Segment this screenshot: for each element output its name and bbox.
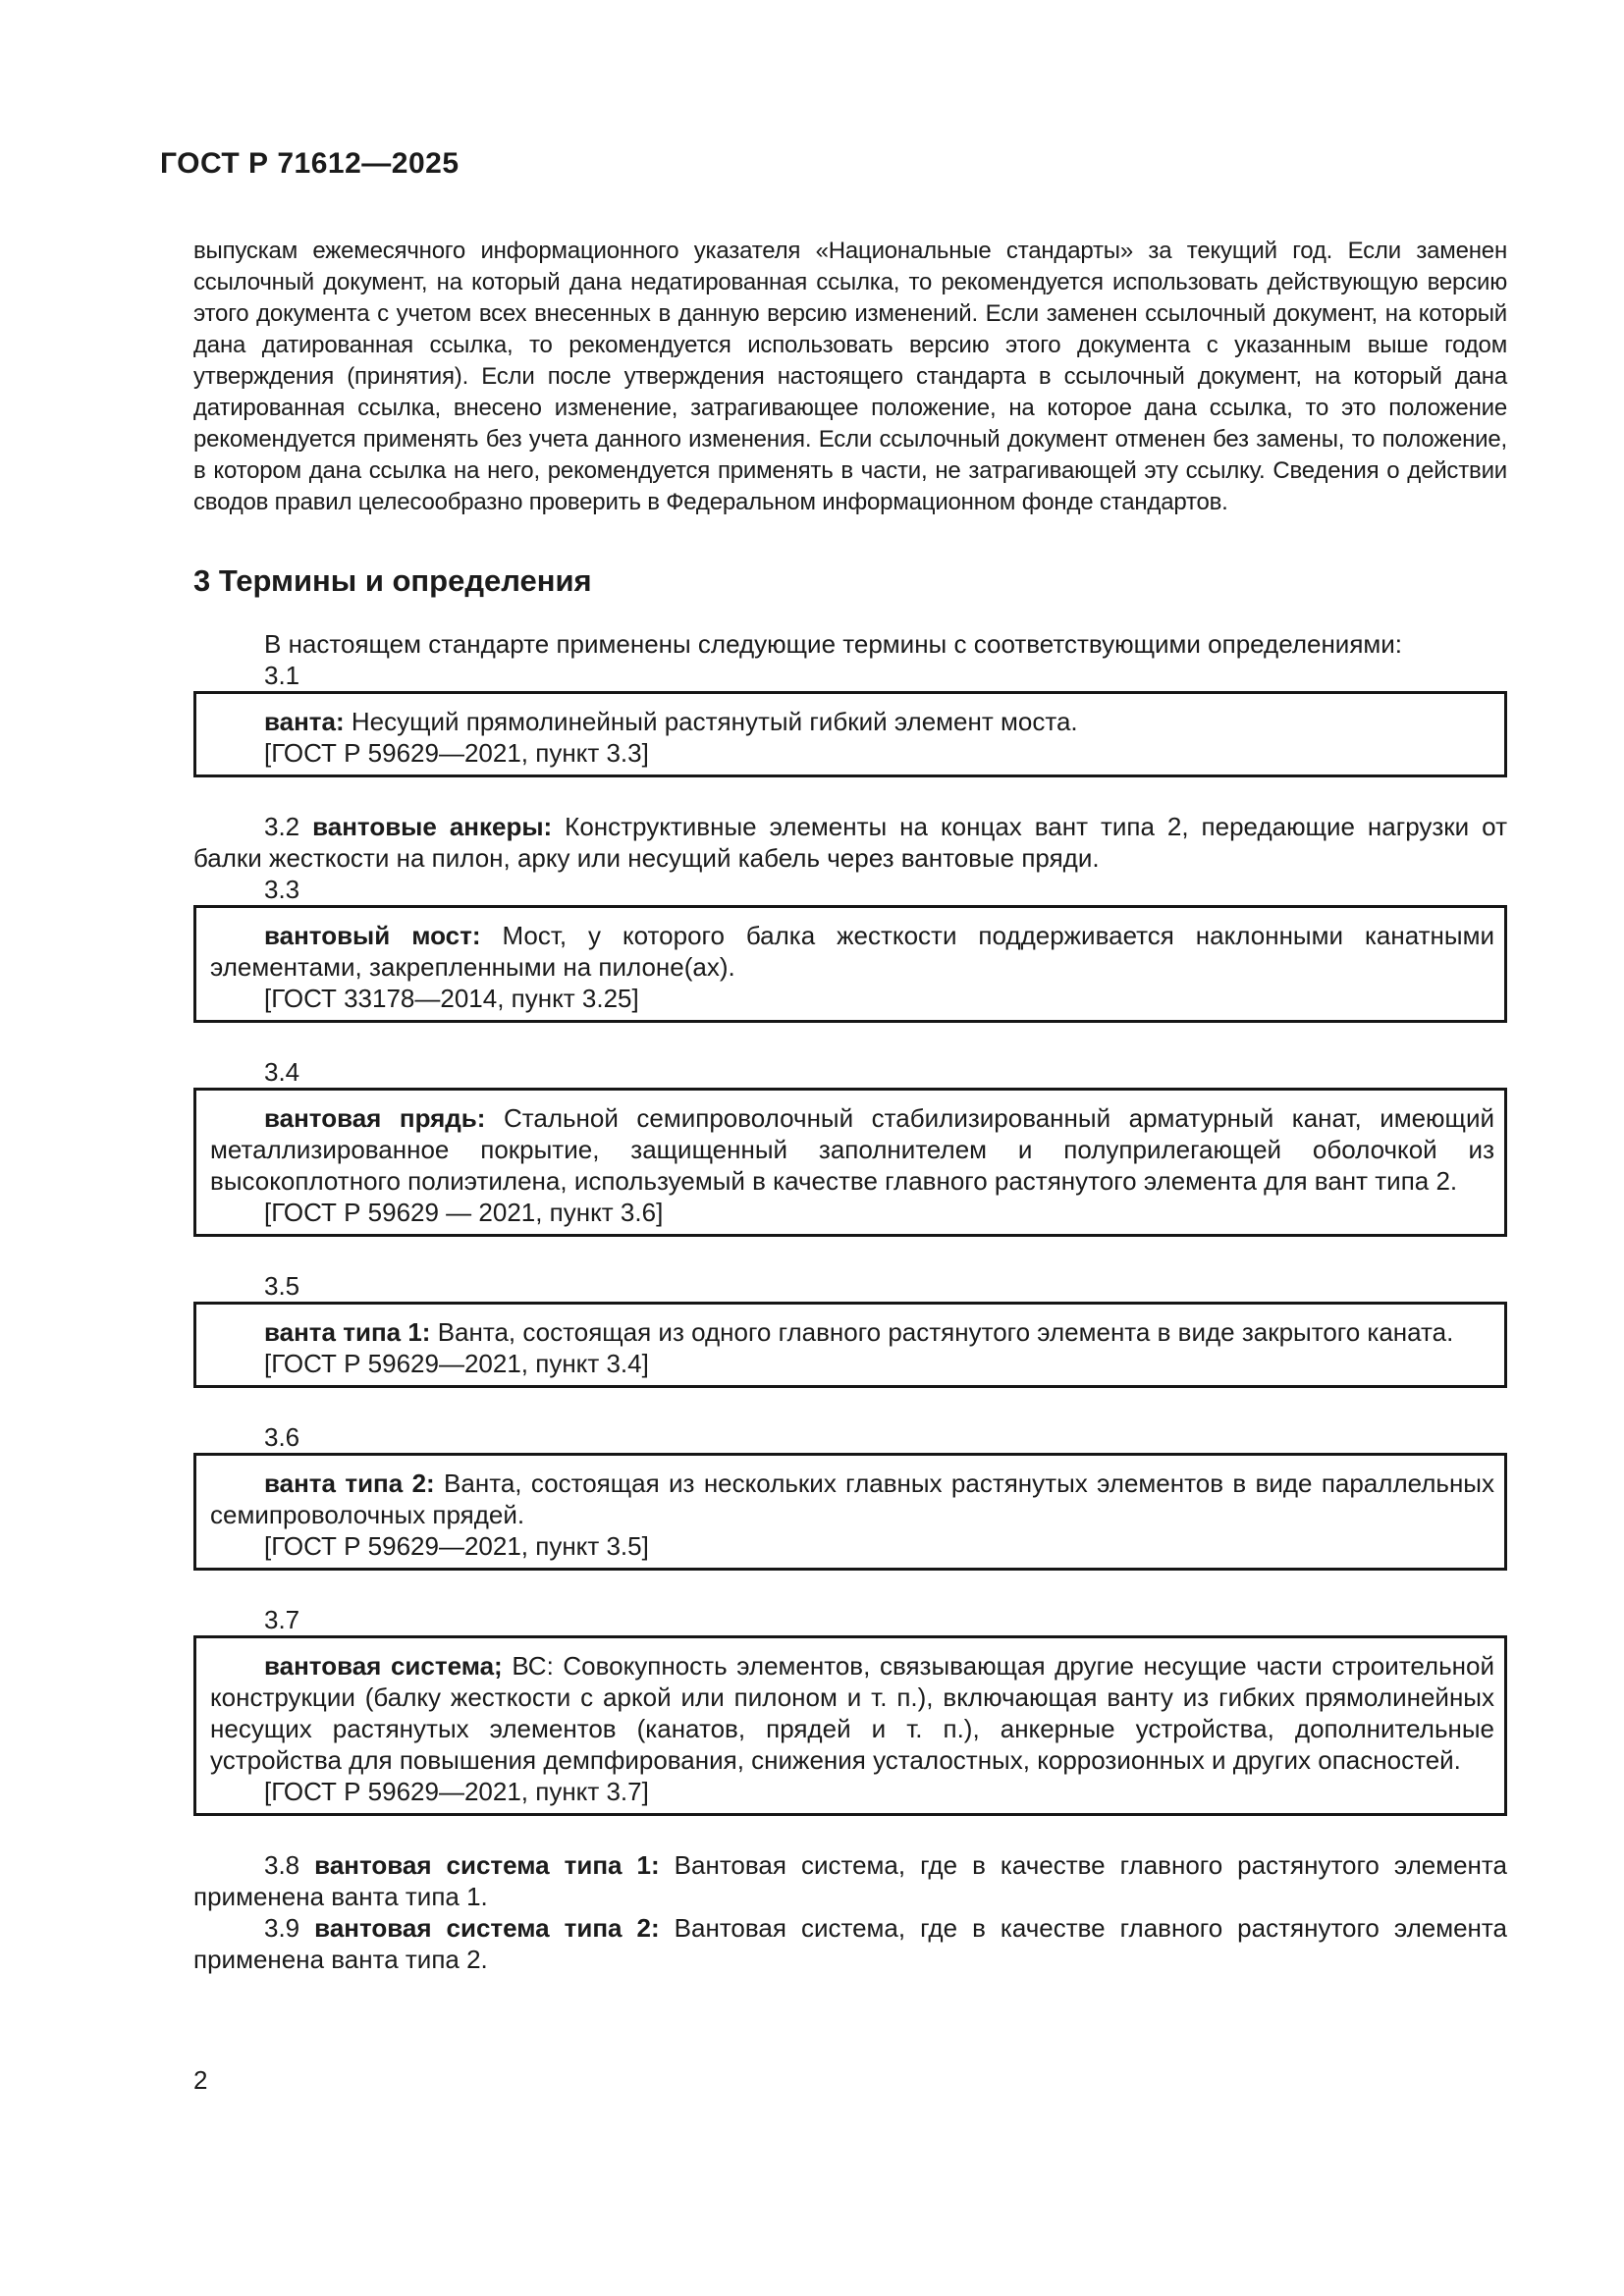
- term-definition: [210, 1316, 1494, 1348]
- term-name: вантовая система типа 2:: [314, 1913, 660, 1943]
- term-number: 3.5: [264, 1271, 300, 1301]
- term-name: вантовая система;: [264, 1651, 503, 1681]
- definition-box: [193, 1635, 1507, 1816]
- section-lead: В настоящем стандарте применены следующие термины с соответствующими определениями:: [264, 629, 1403, 659]
- term-item-3-1: [193, 660, 1507, 777]
- term-source: [ГОСТ Р 59629 — 2021, пункт 3.6]: [264, 1198, 664, 1227]
- term-number: 3.1: [264, 661, 300, 690]
- term-item-3-2: [193, 811, 1507, 874]
- term-definition: [210, 1650, 1494, 1776]
- term-definition-text: Ванта, состоящая из нескольких главных растянутых элементов в виде параллельных семипроволочных прядей.: [210, 1468, 1494, 1529]
- term-definition-text: Конструктивные элементы на концах вант типа 2, передающие нагрузки от балки жесткости на пилон, арку или несущий кабель через вантовые пряди.: [193, 812, 1507, 873]
- term-number: 3.4: [264, 1057, 300, 1087]
- term-name: ванта:: [264, 707, 345, 736]
- definition-box: [193, 905, 1507, 1023]
- term-item-3-6: [193, 1421, 1507, 1571]
- term-definition-text: Вантовая система, где в качестве главного растянутого элемента применена ванта типа 1.: [193, 1850, 1507, 1911]
- term-number: 3.9: [264, 1913, 300, 1943]
- term-number: 3.8: [264, 1850, 300, 1880]
- term-definition: [210, 1468, 1494, 1530]
- term-definition: [210, 920, 1494, 983]
- term-definition-text: ВС: Совокупность элементов, связывающая другие несущие части строительной конструкции (балку жесткости с аркой или пилоном и т. п.), включающая ванту из гибких прямолинейных несущих растянутых элементов (канатов, прядей и т. п.), анкерные устройства, дополнительные устройства для повышения демпфирования, снижения усталостных, коррозионных и других опасностей.: [210, 1651, 1494, 1775]
- term-definition-text: Стальной семипроволочный стабилизированный арматурный канат, имеющий металлизированное покрытие, защищенный заполнителем и полуприлегающей оболочкой из высокоплотного полиэтилена, используемый в качестве главного растянутого элемента для вант типа 2.: [210, 1103, 1494, 1196]
- section-heading: 3 Термины и определения: [193, 563, 592, 598]
- term-number: 3.2: [264, 812, 300, 841]
- term-number: 3.6: [264, 1422, 300, 1452]
- definition-box: [193, 691, 1507, 777]
- term-number: 3.3: [264, 875, 300, 904]
- term-name: вантовая система типа 1:: [314, 1850, 660, 1880]
- term-item-3-7: [193, 1604, 1507, 1816]
- term-definition: [193, 1912, 1507, 1975]
- term-name: вантовый мост:: [264, 921, 481, 950]
- term-source: [ГОСТ Р 59629—2021, пункт 3.3]: [264, 738, 649, 768]
- page-number: 2: [193, 2065, 208, 2095]
- term-item-3-5: [193, 1270, 1507, 1388]
- term-definition: [193, 1849, 1507, 1912]
- term-item-3-4: [193, 1056, 1507, 1237]
- definition-box: [193, 1088, 1507, 1237]
- term-definition: [210, 706, 1494, 737]
- term-source: [ГОСТ Р 59629—2021, пункт 3.4]: [264, 1349, 649, 1378]
- term-name: ванта типа 1:: [264, 1317, 431, 1347]
- term-definition: [210, 1102, 1494, 1197]
- term-definition-text: Мост, у которого балка жесткости поддерживается наклонными канатными элементами, закрепленными на пилоне(ах).: [210, 921, 1494, 982]
- term-definition-text: Несущий прямолинейный растянутый гибкий элемент моста.: [351, 707, 1078, 736]
- term-definition-text: Вантовая система, где в качестве главного растянутого элемента применена ванта типа 2.: [193, 1913, 1507, 1974]
- term-name: вантовая прядь:: [264, 1103, 486, 1133]
- term-item-3-3: [193, 874, 1507, 1023]
- intro-paragraph: выпускам ежемесячного информационного указателя «Национальные стандарты» за текущий год. Если заменен ссылочный документ, на который дана недатированная ссылка, то рекомендуется использовать действующую версию этого документа с учетом всех внесенных в данную версию изменений. Если заменен ссылочный документ, на который дана датированная ссылка, то рекомендуется использовать версию этого документа с указанным выше годом утверждения (принятия). Если после утверждения настоящего стандарта в ссылочный документ, на который дана датированная ссылка, внесено изменение, затрагивающее положение, на которое дана ссылка, то это положение рекомендуется применять без учета данного изменения. Если ссылочный документ отменен без замены, то положение, в котором дана ссылка на него, рекомендуется применять в части, не затрагивающей эту ссылку. Сведения о действии сводов правил целесообразно проверить в Федеральном информационном фонде стандартов.: [193, 238, 1507, 515]
- definition-box: [193, 1453, 1507, 1571]
- term-source: [ГОСТ 33178—2014, пункт 3.25]: [264, 984, 639, 1013]
- term-item-3-9: [193, 1912, 1507, 1975]
- term-definition: [193, 811, 1507, 874]
- term-name: ванта типа 2:: [264, 1468, 435, 1498]
- term-item-3-8: [193, 1849, 1507, 1912]
- term-source: [ГОСТ Р 59629—2021, пункт 3.5]: [264, 1531, 649, 1561]
- term-number: 3.7: [264, 1605, 300, 1634]
- term-name: вантовые анкеры:: [312, 812, 553, 841]
- document-header: ГОСТ Р 71612—2025: [160, 147, 460, 180]
- term-source: [ГОСТ Р 59629—2021, пункт 3.7]: [264, 1777, 649, 1806]
- term-definition-text: Ванта, состоящая из одного главного растянутого элемента в виде закрытого каната.: [437, 1317, 1454, 1347]
- definition-box: [193, 1302, 1507, 1388]
